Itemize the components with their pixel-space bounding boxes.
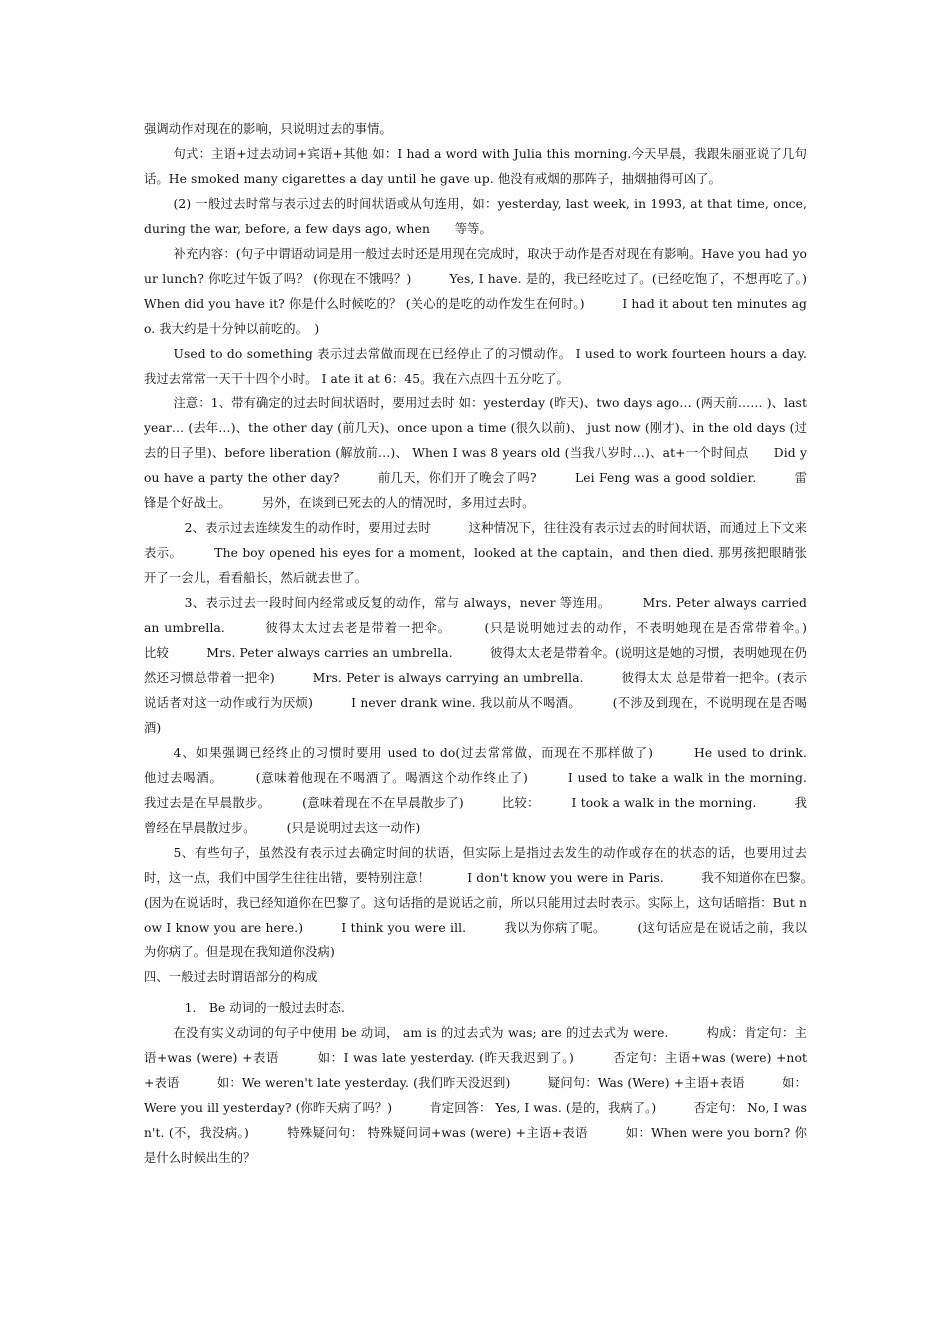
paragraph-time-adverbials: (2) 一般过去时常与表示过去的时间状语或从句连用，如：yesterday, last week, in 1993, at that time, once, during the war, before, a few days ago, when 等等。	[144, 196, 807, 236]
paragraph-note-5: 5、有些句子，虽然没有表示过去确定时间的状语，但实际上是指过去发生的动作或存在的状态的话，也要用过去时，这一点，我们中国学生往往出错，要特别注意！ I don't know you were in Paris. 我不知道你在巴黎。 (因为在说话时，我已经知道你在巴黎了。这句话指的是说话之前，所以只能用过去时表示。实际上，这句话暗指：But now I know you are here.) I think you were ill. 我以为你病了呢。 (这句话应是在说话之前，我以为你病了。但是现在我知道你没病)	[144, 845, 845, 960]
paragraph-note-2: 2、表示过去连续发生的动作时，要用过去时 这种情况下，往往没有表示过去的时间状语，而通过上下文来表示。 The boy opened his eyes for a moment，looked at the captain，and then died. 那男孩把眼睛张开了一会儿，看看船长，然后就去世了。	[144, 521, 807, 586]
paragraph-note-3: 3、表示过去一段时间内经常或反复的动作，常与 always，never 等连用。 Mrs. Peter always carried an umbrella. 彼得太太过去老是带着一把伞。 (只是说明她过去的动作，不表明她现在是否常带着伞。) 比较 Mrs. Peter always carries an umbrella. 彼得太太老是带着伞。(说明这是她的习惯，表明她现在仍然还习惯总带着一把伞) Mrs. Peter is always carrying an umbrella. 彼得太太 总是带着一把伞。(表示说话者对这一动作或行为厌烦) I never drank wine. 我以前从不喝酒。 (不涉及到现在，不说明现在是否喝酒)	[144, 596, 845, 735]
paragraph-note-1: 注意：1、带有确定的过去时间状语时，要用过去时 如：yesterday (昨天)、two days ago… (两天前…… )、last year… (去年…)、the other day (前几天)、once upon a time (很久以前)、 just now (刚才)、in the old days (过去的日子里)、before liberation (解放前…)、 When I was 8 years old (当我八岁时…)、at+一个时间点 Did you have a party the other day? 前几天，你们开了晚会了吗? Lei Feng was a good soldier. 雷锋是个好战士。 另外，在谈到已死去的人的情况时，多用过去时。	[144, 396, 807, 511]
paragraph-used-to: Used to do something 表示过去常做而现在已经停止了的习惯动作。 I used to work fourteen hours a day. 我过去常常一天干十四个小时。 I ate it at 6：45。我在六点四十五分吃了。	[144, 346, 807, 386]
document-body	[144, 117, 845, 1171]
paragraph-sentence-pattern: 句式：主语+过去动词+宾语+其他 如：I had a word with Julia this morning.今天早晨，我跟朱丽亚说了几句话。He smoked many cigarettes a day until he gave up. 他没有戒烟的那阵子，抽烟抽得可凶了。	[144, 146, 807, 186]
paragraph-emphasis-note: 强调动作对现在的影响，只说明过去的事情。	[144, 122, 392, 136]
section-heading: 四、一般过去时谓语部分的构成	[144, 970, 318, 985]
paragraph-be-verb: 在没有实义动词的句子中使用 be 动词， am is 的过去式为 was; are 的过去式为 were. 构成：肯定句：主语+was (were) +表语 如：I was late yesterday. (昨天我迟到了。) 否定句：主语+was (were) +not+表语 如：We weren't late yesterday. (我们昨天没迟到) 疑问句：Was (Were) +主语+表语 如： Were you ill yesterday? (你昨天病了吗？) 肯定回答： Yes, I was. (是的，我病了。) 否定句： No, I wasn't. (不，我没病。) 特殊疑问句： 特殊疑问词+was (were) +主语+表语 如：When were you born? 你是什么时候出生的？	[144, 1026, 807, 1166]
subsection-heading: 1. Be 动词的一般过去时态.	[184, 1001, 346, 1016]
paragraph-supplement: 补充内容：(句子中谓语动词是用一般过去时还是用现在完成时，取决于动作是否对现在有影响。Have you had your lunch? 你吃过午饭了吗？ (你现在不饿吗？) Yes, I have. 是的，我已经吃过了。(已经吃饱了，不想再吃了。) When did you have it? 你是什么时候吃的？ (关心的是吃的动作发生在何时。) I had it about ten minutes ago. 我大约是十分钟以前吃的。 )	[144, 246, 845, 336]
paragraph-note-4: 4、如果强调已经终止的习惯时要用 used to do(过去常常做，而现在不那样做了) He used to drink. 他过去喝酒。 (意味着他现在不喝酒了。喝酒这个动作终止了) I used to take a walk in the morning. 我过去是在早晨散步。 (意味着现在不在早晨散步了) 比较： I took a walk in the morning. 我曾经在早晨散过步。 (只是说明过去这一动作)	[144, 745, 845, 835]
